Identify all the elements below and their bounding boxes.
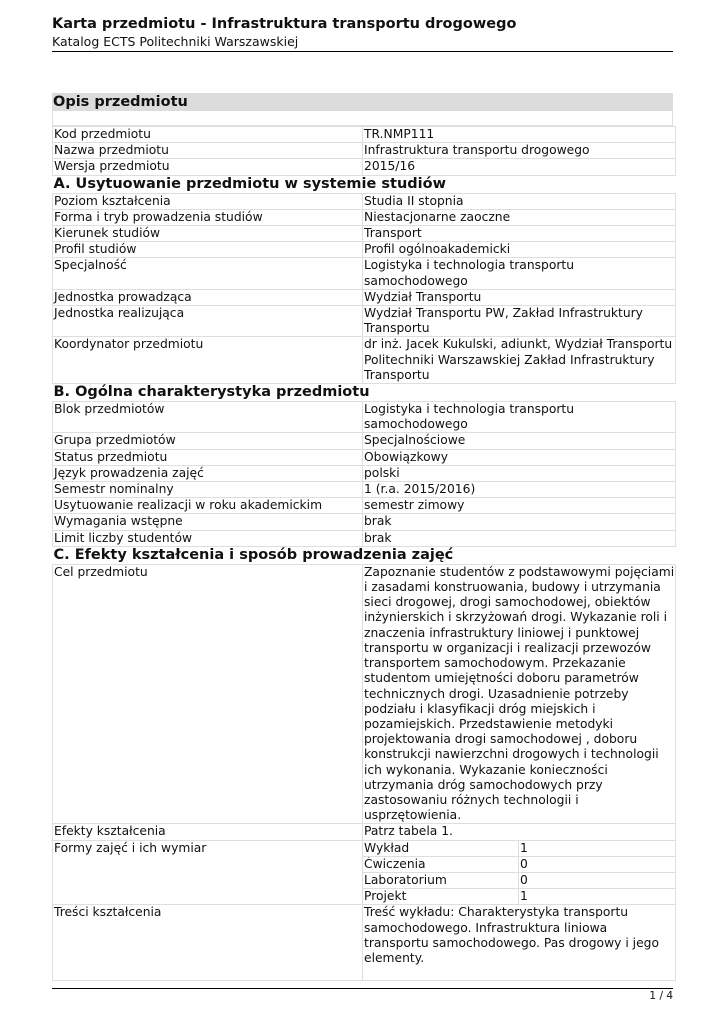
class-forms-table	[363, 841, 675, 905]
field-value: Treść wykładu: Charakterystyka transportu samochodowego. Infrastruktura liniowa transportu samochodowego. Pas drogowy i jego elementy.	[363, 905, 676, 981]
table-row	[53, 402, 676, 433]
table-row	[53, 242, 676, 258]
field-value: polski	[363, 465, 676, 481]
table-row	[53, 337, 676, 384]
section-heading-a: A. Usytuowanie przedmiotu w systemie studiów	[53, 175, 676, 193]
field-label: Semestr nominalny	[53, 482, 363, 498]
field-label: Koordynator przedmiotu	[53, 337, 363, 384]
field-label: Wersja przedmiotu	[53, 159, 363, 175]
field-label: Kod przedmiotu	[53, 127, 363, 143]
section-heading-row	[53, 175, 676, 193]
table-row	[53, 498, 676, 514]
table-row	[53, 433, 676, 449]
document-header	[52, 15, 673, 50]
field-value: 2015/16	[363, 159, 676, 175]
table-row	[53, 824, 676, 840]
table-row	[53, 226, 676, 242]
field-value: Niestacjonarne zaoczne	[363, 209, 676, 225]
table-row	[53, 514, 676, 530]
table-row	[53, 840, 676, 905]
table-row	[53, 482, 676, 498]
table-row	[53, 258, 676, 289]
field-value: semestr zimowy	[363, 498, 676, 514]
table-row	[363, 872, 675, 888]
field-label: Kierunek studiów	[53, 226, 363, 242]
spacer-row	[52, 111, 673, 126]
section-heading-b: B. Ogólna charakterystyka przedmiotu	[53, 384, 676, 402]
field-value: Studia II stopnia	[363, 193, 676, 209]
field-label: Poziom kształcenia	[53, 193, 363, 209]
field-label: Specjalność	[53, 258, 363, 289]
document-title: Karta przedmiotu - Infrastruktura transportu drogowego	[52, 16, 517, 32]
course-table	[52, 126, 676, 981]
section-heading-opis: Opis przedmiotu	[52, 93, 673, 111]
field-label: Blok przedmiotów	[53, 402, 363, 433]
field-value: TR.NMP111	[363, 127, 676, 143]
table-row	[53, 209, 676, 225]
field-label: Efekty kształcenia	[53, 824, 363, 840]
table-row	[53, 530, 676, 546]
field-value	[363, 840, 676, 905]
class-form-hours: 0	[519, 872, 676, 888]
field-value: 1 (r.a. 2015/2016)	[363, 482, 676, 498]
table-row	[53, 289, 676, 305]
section-heading-row	[53, 384, 676, 402]
class-form-name: Wykład	[363, 841, 519, 857]
class-form-hours: 1	[519, 889, 676, 905]
field-label: Forma i tryb prowadzenia studiów	[53, 209, 363, 225]
page-number: 1 / 4	[649, 990, 673, 1002]
field-label: Wymagania wstępne	[53, 514, 363, 530]
table-row	[53, 193, 676, 209]
field-label: Formy zajęć i ich wymiar	[53, 840, 363, 905]
table-row	[363, 841, 675, 857]
field-label: Treści kształcenia	[53, 905, 363, 981]
table-row	[363, 856, 675, 872]
table-row	[53, 905, 676, 981]
field-label: Nazwa przedmiotu	[53, 143, 363, 159]
footer-divider	[52, 988, 673, 989]
field-value: brak	[363, 514, 676, 530]
field-label: Jednostka prowadząca	[53, 289, 363, 305]
field-value: Obowiązkowy	[363, 449, 676, 465]
field-value: Zapoznanie studentów z podstawowymi pojęciami i zasadami konstruowania, budowy i utrzymania sieci drogowej, drogi samochodowej, obiektów inżynierskich i skrzyżowań drogi. Wykazanie roli i znaczenia infrastruktury liniowej i punktowej transportu w organizacji i realizacji przewozów transportem samochodowym. Przekazanie studentom umiejętności doboru parametrów technicznych drogi. Uzasadnienie potrzeby podziału i klasyfikacji dróg miejskich i pozamiejskich. Przedstawienie metodyki projektowania drogi samochodowej , doboru konstrukcji nawierzchni drogowych i technologii ich wykonania. Wykazanie konieczności utrzymania dróg samochodowych przy zastosowaniu różnych technologii i usprzętowienia.	[364, 564, 675, 823]
class-form-name: Ćwiczenia	[363, 856, 519, 872]
class-form-hours: 0	[519, 856, 676, 872]
field-label: Jednostka realizująca	[53, 306, 363, 337]
field-value: Logistyka i technologia transportu samochodowego	[363, 258, 676, 289]
field-label: Limit liczby studentów	[53, 530, 363, 546]
field-label: Status przedmiotu	[53, 449, 363, 465]
field-value: Wydział Transportu	[363, 289, 676, 305]
field-label: Grupa przedmiotów	[53, 433, 363, 449]
field-label: Profil studiów	[53, 242, 363, 258]
field-value: Transport	[363, 226, 676, 242]
field-value: Specjalnościowe	[363, 433, 676, 449]
table-row	[53, 143, 676, 159]
field-value: dr inż. Jacek Kukulski, adiunkt, Wydział Transportu Politechniki Warszawskiej Zakład Infrastruktury Transportu	[363, 337, 676, 384]
class-form-name: Laboratorium	[363, 872, 519, 888]
header-divider	[52, 51, 673, 52]
table-row	[53, 127, 676, 143]
field-value: brak	[363, 530, 676, 546]
class-form-hours: 1	[519, 841, 676, 857]
section-heading-c: C. Efekty kształcenia i sposób prowadzenia zajęć	[53, 546, 676, 564]
table-row	[363, 889, 675, 905]
field-label: Język prowadzenia zajęć	[53, 465, 363, 481]
table-row	[53, 564, 676, 823]
field-value: Infrastruktura transportu drogowego	[363, 143, 676, 159]
section-heading-row	[53, 546, 676, 564]
table-row	[53, 159, 676, 175]
field-value: Profil ogólnoakademicki	[363, 242, 676, 258]
field-value: Wydział Transportu PW, Zakład Infrastruktury Transportu	[363, 306, 676, 337]
table-row	[53, 306, 676, 337]
field-label: Usytuowanie realizacji w roku akademickim	[53, 498, 363, 514]
field-label: Cel przedmiotu	[53, 564, 363, 823]
field-value: Patrz tabela 1.	[363, 824, 676, 840]
table-row	[53, 449, 676, 465]
field-value: Logistyka i technologia transportu samochodowego	[363, 402, 676, 433]
class-form-name: Projekt	[363, 889, 519, 905]
document-subtitle: Katalog ECTS Politechniki Warszawskiej	[52, 34, 299, 49]
table-row	[53, 465, 676, 481]
